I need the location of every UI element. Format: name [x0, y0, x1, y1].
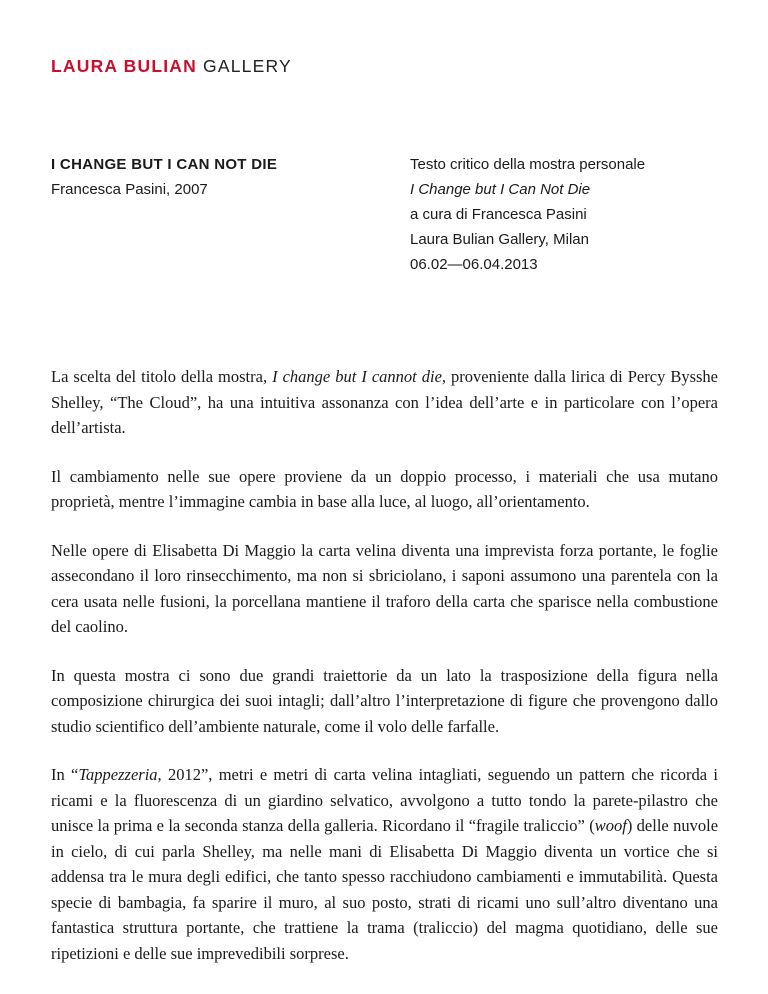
brand-rest: GALLERY	[203, 56, 292, 76]
p5-italic-work: Tappezzeria	[78, 765, 158, 784]
paragraph-4: In questa mostra ci sono due grandi traiettorie da un lato la trasposizione della figura nella composizione chirurgica dei suoi intagli; dall’altro l’interpretazione di figure che provengono dallo studio scientifico dell’ambiente naturale, come il volo delle farfalle.	[51, 665, 718, 736]
p1-italic-title: I change but I cannot die	[272, 367, 442, 386]
info-line-curator: a cura di Francesca Pasini	[410, 206, 587, 223]
p5-text-b: , 2012”, metri e metri di carta velina intagliati, seguendo un pattern che ricorda i ricami e la fluorescenza di un giardino selvatico, avvolgono a tutto tondo la parete-pilastro che unisce la prima e la seconda stanza della galleria. Ricordano il “fragile traliccio” (	[51, 765, 718, 835]
paragraph-5	[51, 762, 718, 966]
document-title: I CHANGE BUT I CAN NOT DIE	[51, 156, 278, 173]
p5-text-a: In “	[51, 765, 79, 784]
info-line-description: Testo critico della mostra personale	[410, 156, 646, 173]
info-line-venue: Laura Bulian Gallery, Milan	[410, 231, 589, 248]
info-line-exhibition-title: I Change but I Can Not Die	[410, 181, 591, 198]
gallery-logo	[51, 56, 292, 77]
brand-accent: LAURA BULIAN	[51, 56, 197, 76]
p1-text-a: La scelta del titolo della mostra,	[51, 367, 273, 386]
paragraph-3: Nelle opere di Elisabetta Di Maggio la carta velina diventa una imprevista forza portante, le foglie assecondano il loro rinsecchimento, ma non si sbriciolano, i saponi assumono una parentela con la cera usata nelle fusioni, la porcellana mantiene il traforo della carta che sparisce nella combustione del caolino.	[51, 540, 718, 636]
paragraph-1	[51, 364, 718, 441]
paragraph-2: Il cambiamento nelle sue opere proviene da un doppio processo, i materiali che usa mutano proprietà, mentre l’immagine cambia in base alla luce, al luogo, all’orientamento.	[51, 466, 718, 511]
exhibition-info	[410, 152, 730, 277]
p5-text-c: ) delle nuvole in cielo, di cui parla Shelley, ma nelle mani di Elisabetta Di Maggio diventa un vortice che si addensa tra le mura degli edifici, che tanto spesso racchiudono cambiamenti e immutabilità. Questa specie di bambagia, fa sparire il muro, al suo posto, strati di ricami uno sull’altro diventano una fantastica struttura portante, che trattiene la trama (traliccio) del magma quotidiano, delle sue ripetizioni e delle sue imprevedibili sorprese.	[51, 816, 719, 963]
document-heading	[51, 152, 381, 202]
article-body	[51, 364, 718, 989]
info-line-dates: 06.02—06.04.2013	[410, 256, 538, 273]
p5-italic-woof: woof	[594, 816, 627, 835]
p1-text-b: , proveniente dalla lirica di Percy Bysshe Shelley, “The Cloud”, ha una intuitiva assonanza con l’idea dell’arte e in particolare con l’opera dell’artista.	[51, 367, 718, 437]
author-year: Francesca Pasini, 2007	[51, 181, 208, 198]
